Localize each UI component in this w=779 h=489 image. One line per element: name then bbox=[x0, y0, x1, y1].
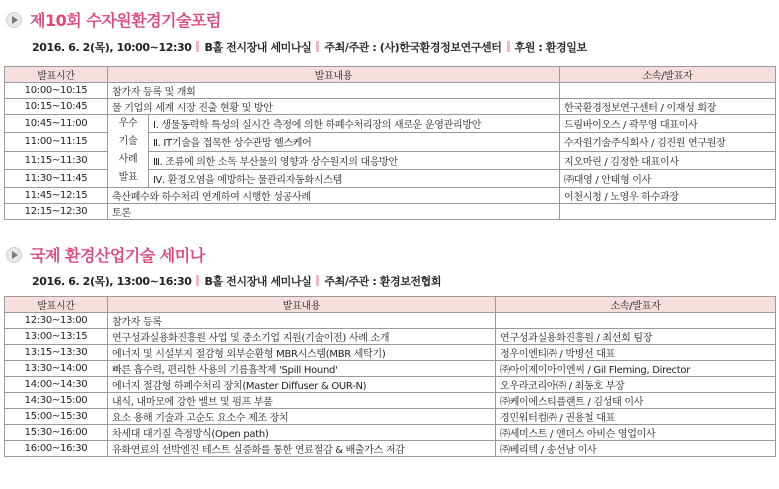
divider bbox=[196, 41, 199, 52]
group-label: 우수 bbox=[118, 118, 138, 129]
affiliation-cell: 오우라코리아㈜ / 최동호 부장 bbox=[496, 377, 776, 393]
content-cell: Ⅰ. 생물동력학 특성의 실시간 측정에 의한 하폐수처리장의 새로운 운영관리방안 bbox=[149, 115, 560, 133]
content-cell: 참가자 등록 bbox=[108, 313, 496, 329]
section2-host: 주최/주관 : 환경보전협회 bbox=[324, 275, 442, 288]
header-affiliation: 소속/발표자 bbox=[560, 67, 776, 83]
table-row bbox=[5, 99, 776, 115]
time-cell: 13:15~13:30 bbox=[5, 345, 108, 361]
content-cell: Ⅳ. 환경오염을 예방하는 물관리자동화시스템 bbox=[149, 169, 560, 187]
section2-place: B홀 전시장내 세미나실 bbox=[204, 275, 312, 288]
section1-info bbox=[32, 39, 587, 55]
time-cell: 13:00~13:15 bbox=[5, 329, 108, 345]
section2-schedule-table bbox=[4, 296, 776, 457]
table-row bbox=[5, 393, 776, 409]
table-row bbox=[5, 83, 776, 99]
time-cell: 14:30~15:00 bbox=[5, 393, 108, 409]
time-cell: 14:00~14:30 bbox=[5, 377, 108, 393]
section1-sponsor: 후원 : 환경일보 bbox=[514, 41, 587, 54]
table-row bbox=[5, 345, 776, 361]
section1-date: 2016. 6. 2(목), 10:00~12:30 bbox=[32, 41, 192, 54]
section1-schedule-table bbox=[4, 66, 776, 220]
affiliation-cell: ㈜아이제이아이엔씨 / Gil Fleming, Director bbox=[496, 361, 776, 377]
group-label: 기술 bbox=[118, 136, 138, 147]
content-cell: 토론 bbox=[108, 204, 560, 220]
time-cell: 10:15~10:45 bbox=[5, 99, 108, 115]
section1-title-text: 제10회 수자원환경기술포럼 bbox=[30, 11, 221, 30]
group-label-cell bbox=[108, 115, 149, 188]
affiliation-cell: ㈜대영 / 안태형 이사 bbox=[560, 169, 776, 187]
section2-info bbox=[32, 273, 441, 289]
table-header-row bbox=[5, 297, 776, 313]
content-cell: 유화연료의 선박엔진 테스트 실증화를 통한 연료절감 & 배출가스 저감 bbox=[108, 441, 496, 457]
content-cell: 빠른 흡수력, 편리한 사용의 기름흡착제 'Spill Hound' bbox=[108, 361, 496, 377]
time-cell: 15:00~15:30 bbox=[5, 409, 108, 425]
affiliation-cell: 한국환경정보연구센터 / 이재성 회장 bbox=[560, 99, 776, 115]
section1-place: B홀 전시장내 세미나실 bbox=[204, 41, 312, 54]
section2-title bbox=[6, 243, 205, 266]
group-label: 발표 bbox=[118, 172, 138, 183]
table-row bbox=[5, 115, 776, 133]
content-cell: 물 기업의 세계 시장 진출 현황 및 방안 bbox=[108, 99, 560, 115]
content-cell: 연구성과실용화진흥원 사업 및 중소기업 지원(기술이전) 사례 소개 bbox=[108, 329, 496, 345]
section2-date: 2016. 6. 2(목), 13:00~16:30 bbox=[32, 275, 192, 288]
table-header-row bbox=[5, 67, 776, 83]
content-cell: 에너지 및 시설부지 절감형 외부순환형 MBR시스템(MBR 세탁기) bbox=[108, 345, 496, 361]
section2-title-text: 국제 환경산업기술 세미나 bbox=[30, 246, 205, 265]
affiliation-cell: 지오마린 / 김정한 대표이사 bbox=[560, 151, 776, 169]
affiliation-cell: 정우이엔티㈜ / 박병선 대표 bbox=[496, 345, 776, 361]
affiliation-cell: ㈜케이에스티플랜트 / 김성태 이사 bbox=[496, 393, 776, 409]
group-label: 사례 bbox=[118, 154, 138, 165]
affiliation-cell bbox=[560, 204, 776, 220]
divider bbox=[316, 41, 319, 52]
time-cell: 12:30~13:00 bbox=[5, 313, 108, 329]
affiliation-cell: 연구성과실용화진흥원 / 최선희 팀장 bbox=[496, 329, 776, 345]
divider bbox=[507, 41, 510, 52]
table-row bbox=[5, 204, 776, 220]
content-cell: 참가자 등록 및 개회 bbox=[108, 83, 560, 99]
table-row bbox=[5, 329, 776, 345]
content-cell: Ⅱ. IT기술을 접목한 상수관망 헬스케어 bbox=[149, 133, 560, 151]
table-row bbox=[5, 441, 776, 457]
affiliation-cell bbox=[496, 313, 776, 329]
table-row bbox=[5, 425, 776, 441]
header-time: 발표시간 bbox=[5, 297, 108, 313]
header-time: 발표시간 bbox=[5, 67, 108, 83]
play-arrow-icon bbox=[6, 12, 22, 28]
affiliation-cell: 경민워터컴㈜ / 권용철 대표 bbox=[496, 409, 776, 425]
section1-title bbox=[6, 8, 221, 31]
time-cell: 11:00~11:15 bbox=[5, 133, 108, 151]
table-row bbox=[5, 361, 776, 377]
time-cell: 13:30~14:00 bbox=[5, 361, 108, 377]
affiliation-cell bbox=[560, 83, 776, 99]
content-cell: 축산폐수와 하수처리 연계하여 시행한 성공사례 bbox=[108, 188, 560, 204]
affiliation-cell: 수자원기술주식회사 / 김진원 연구원장 bbox=[560, 133, 776, 151]
play-arrow-icon bbox=[6, 247, 22, 263]
affiliation-cell: ㈜세미스트 / 앤더스 아비슨 영업이사 bbox=[496, 425, 776, 441]
section1-host: 주최/주관 : (사)한국환경정보연구센터 bbox=[324, 41, 502, 54]
table-row bbox=[5, 313, 776, 329]
affiliation-cell: 이천시청 / 노영우 하수과장 bbox=[560, 188, 776, 204]
header-content: 발표내용 bbox=[108, 67, 560, 83]
content-cell: 차세대 대기질 측정방식(Open path) bbox=[108, 425, 496, 441]
divider bbox=[196, 275, 199, 286]
time-cell: 10:00~10:15 bbox=[5, 83, 108, 99]
divider bbox=[316, 275, 319, 286]
time-cell: 10:45~11:00 bbox=[5, 115, 108, 133]
table-row bbox=[5, 409, 776, 425]
table-row bbox=[5, 377, 776, 393]
affiliation-cell: ㈜베리텍 / 송선남 이사 bbox=[496, 441, 776, 457]
time-cell: 15:30~16:00 bbox=[5, 425, 108, 441]
content-cell: Ⅲ. 조류에 의한 소독 부산물의 영향과 상수원지의 대응방안 bbox=[149, 151, 560, 169]
time-cell: 12:15~12:30 bbox=[5, 204, 108, 220]
time-cell: 11:45~12:15 bbox=[5, 188, 108, 204]
header-content: 발표내용 bbox=[108, 297, 496, 313]
header-affiliation: 소속/발표자 bbox=[496, 297, 776, 313]
content-cell: 에너지 절감형 하폐수처리 장치(Master Diffuser & OUR-N) bbox=[108, 377, 496, 393]
content-cell: 요소 용해 기술과 고순도 요소수 제조 장치 bbox=[108, 409, 496, 425]
content-cell: 내식, 내마모에 강한 밸브 및 펌프 부품 bbox=[108, 393, 496, 409]
time-cell: 11:15~11:30 bbox=[5, 151, 108, 169]
time-cell: 16:00~16:30 bbox=[5, 441, 108, 457]
time-cell: 11:30~11:45 bbox=[5, 169, 108, 187]
table-row bbox=[5, 188, 776, 204]
affiliation-cell: 드림바이오스 / 곽무영 대표이사 bbox=[560, 115, 776, 133]
